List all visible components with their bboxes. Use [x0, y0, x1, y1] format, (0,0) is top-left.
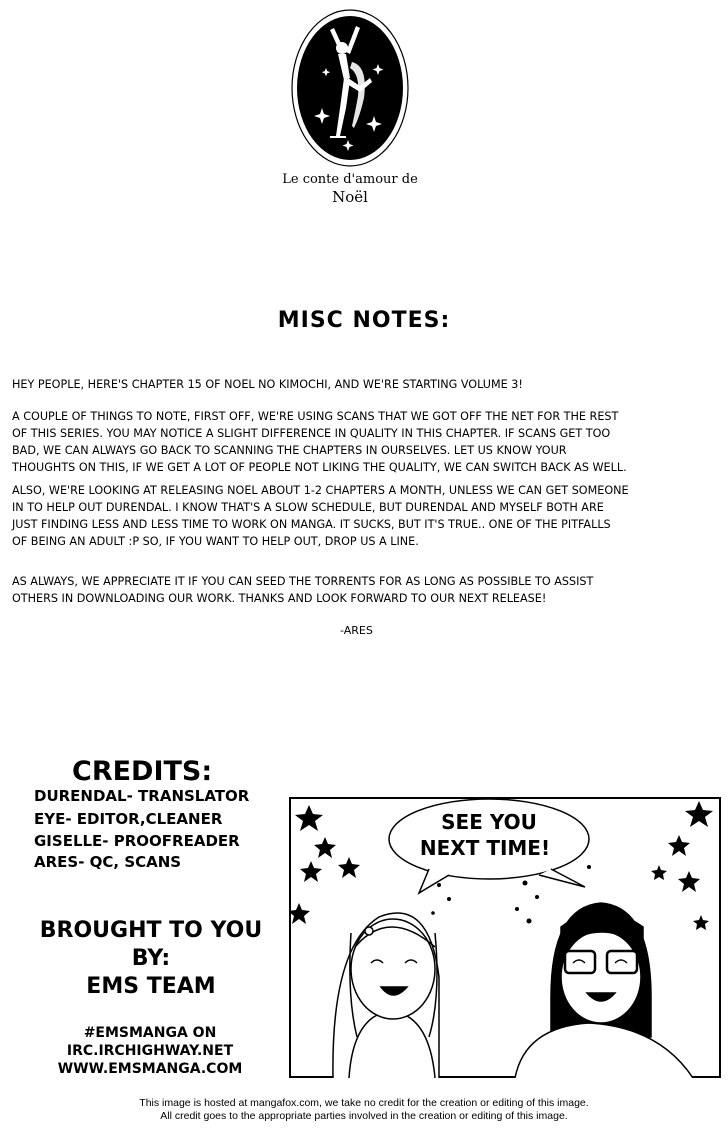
- credits-heading: CREDITS:: [72, 756, 213, 787]
- note-line: JUST FINDING LESS AND LESS TIME TO WORK ON MANGA. IT SUCKS, BUT IT'S TRUE.. ONE OF THE PITFALLS: [12, 518, 611, 531]
- website-link: WWW.EMSMANGA.COM: [57, 1061, 243, 1077]
- manga-panel: [289, 797, 721, 1078]
- credit-line: DURENDAL- TRANSLATOR: [34, 787, 250, 805]
- note-line: IN TO HELP OUT DURENDAL. I KNOW THAT'S A SLOW SCHEDULE, BUT DURENDAL AND MYSELF BOTH ARE: [12, 501, 604, 514]
- note-line: OF BEING AN ADULT :P SO, IF YOU WANT TO HELP OUT, DROP US A LINE.: [12, 535, 419, 548]
- team-name: EMS TEAM: [86, 974, 216, 999]
- disclaimer-line: All credit goes to the appropriate parties involved in the creation or editing of this image.: [160, 1110, 568, 1122]
- credit-line: ARES- QC, SCANS: [34, 853, 182, 871]
- skater-logo: [290, 8, 410, 168]
- note-paragraph-3: [12, 482, 712, 550]
- note-paragraph-2: [12, 408, 712, 476]
- note-line: OF THIS SERIES. YOU MAY NOTICE A SLIGHT DIFFERENCE IN QUALITY IN THIS CHAPTER. IF SCANS GET TOO: [12, 427, 611, 440]
- disclaimer-line: This image is hosted at mangafox.com, we take no credit for the creation or editing of this image.: [139, 1097, 589, 1109]
- irc-server: IRC.IRCHIGHWAY.NET: [66, 1043, 234, 1059]
- note-line: AS ALWAYS, WE APPRECIATE IT IF YOU CAN SEED THE TORRENTS FOR AS LONG AS POSSIBLE TO ASSIST: [12, 575, 594, 588]
- bubble-text-line2: NEXT TIME!: [419, 836, 551, 860]
- credit-line: GISELLE- PROOFREADER: [34, 832, 240, 850]
- signature: -ARES: [340, 624, 373, 637]
- note-paragraph-1: [12, 376, 712, 393]
- logo-title: Noël: [332, 188, 368, 206]
- misc-notes-heading: MISC NOTES:: [277, 308, 451, 333]
- brought-line: BY:: [131, 946, 171, 971]
- note-line: HEY PEOPLE, HERE'S CHAPTER 15 OF NOEL NO KIMOCHI, AND WE'RE STARTING VOLUME 3!: [12, 378, 523, 391]
- logo-subtitle: Le conte d'amour de: [282, 172, 418, 187]
- note-line: BAD, WE CAN ALWAYS GO BACK TO SCANNING THE CHAPTERS IN OURSELVES. LET US KNOW YOUR: [12, 444, 567, 457]
- irc-line: #EMSMANGA ON: [83, 1025, 217, 1041]
- note-line: OTHERS IN DOWNLOADING OUR WORK. THANKS AND LOOK FORWARD TO OUR NEXT RELEASE!: [12, 592, 547, 605]
- note-line: ALSO, WE'RE LOOKING AT RELEASING NOEL ABOUT 1-2 CHAPTERS A MONTH, UNLESS WE CAN GET SOMEONE: [12, 484, 629, 497]
- note-line: THOUGHTS ON THIS, IF WE GET A LOT OF PEOPLE NOT LIKING THE QUALITY, WE CAN SWITCH BACK AS WELL.: [12, 461, 627, 474]
- note-paragraph-4: [12, 573, 712, 607]
- bubble-text-line1: SEE YOU: [441, 810, 537, 834]
- credit-line: EYE- EDITOR,CLEANER: [34, 810, 223, 828]
- brought-line: BROUGHT TO YOU: [39, 918, 263, 943]
- note-line: A COUPLE OF THINGS TO NOTE, FIRST OFF, WE'RE USING SCANS THAT WE GOT OFF THE NET FOR THE REST: [12, 410, 619, 423]
